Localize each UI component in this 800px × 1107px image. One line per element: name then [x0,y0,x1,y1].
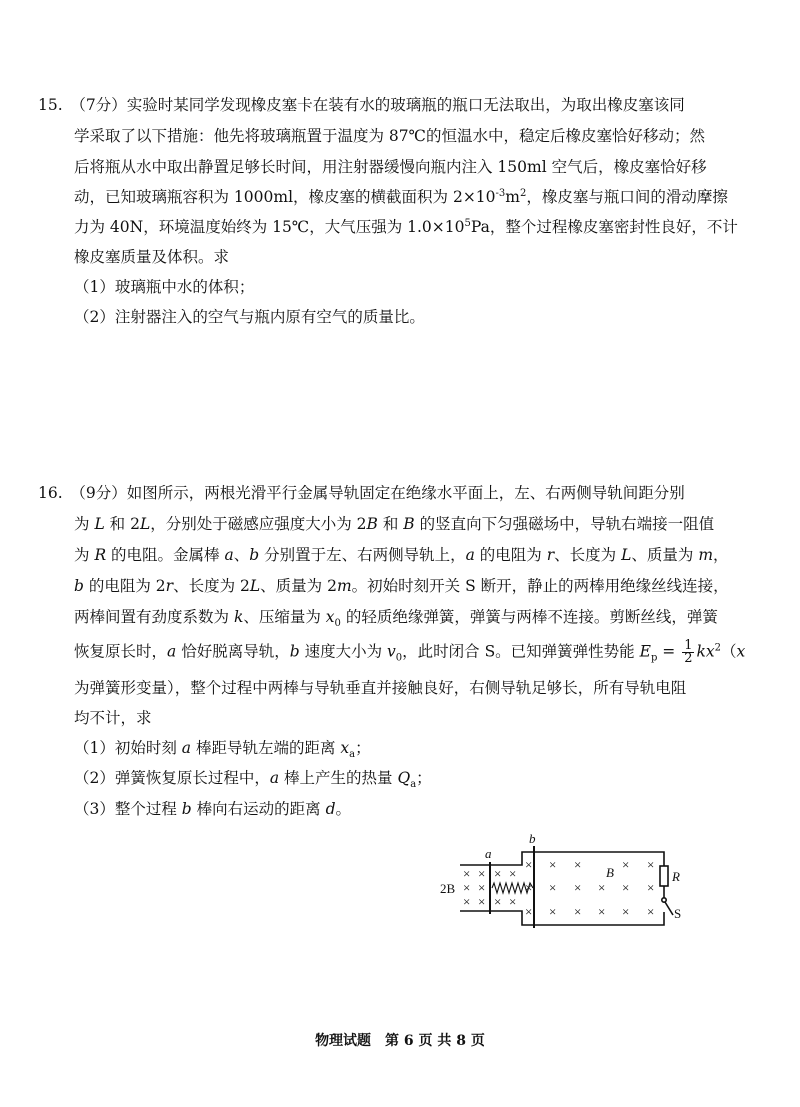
text-segment: 、长度为 2 [173,577,250,595]
text-segment: E [639,642,651,661]
field-cross-mark: × [463,880,471,895]
field-cross-mark: × [574,904,582,919]
label-S: S [674,906,682,921]
text-segment: b [289,642,300,661]
field-cross-mark: × [525,904,533,919]
text-segment: m [698,546,714,564]
page-footer: 物理试题 第 6 页 共 8 页 [315,1033,485,1049]
text-segment: L [139,515,151,533]
text-segment: 橡皮塞质量及体积。求 [74,248,230,266]
text-segment: 动，已知玻璃瓶容积为 1000ml，橡皮塞的横截面积为 2×10 [74,188,496,206]
text-segment: Q [397,769,411,787]
text-segment: 5 [464,217,471,229]
text-segment: 、长度为 [554,546,622,564]
text-segment: r [165,577,174,595]
field-cross-mark: × [525,880,533,895]
text-segment: L [249,577,261,595]
field-cross-mark: × [494,894,502,909]
label-b: b [529,831,536,846]
text-segment: x [325,608,335,626]
text-segment: 两棒间置有劲度系数为 [74,608,234,626]
text-segment: ； [416,769,432,787]
text-segment: v [387,642,396,661]
field-cross-mark: × [647,880,655,895]
text-segment: = [657,642,681,661]
text-segment: 2 [714,642,721,654]
text-segment: 的竖直向下匀强磁场中，导轨右端接一阻值 [414,515,715,533]
text-segment: 2 [519,187,527,199]
field-cross-mark: × [622,857,630,872]
text-segment: （3）整个过程 [74,800,182,818]
field-cross-mark: × [478,880,486,895]
label-R: R [672,869,680,884]
text-segment: （2）弹簧恢复原长过程中， [74,769,270,787]
text-segment: ，橡皮塞与瓶口间的滑动摩擦 [526,188,728,206]
text-segment: 均不计，求 [74,709,152,727]
text-segment: 为 [74,546,95,564]
text-segment: B [366,515,378,533]
text-segment: k [233,608,244,626]
text-segment: a [167,642,177,661]
field-cross-mark: × [574,857,582,872]
text-segment: 、质量为 2 [260,577,337,595]
text-segment: 恢复原长时， [74,642,168,661]
text-segment: 为弹簧形变量），整个过程中两棒与导轨垂直并接触良好，右侧导轨足够长，所有导轨电阻 [74,679,687,697]
field-cross-mark: × [463,894,471,909]
label-B: B [606,865,614,880]
text-segment: 、质量为 [631,546,699,564]
field-cross-mark: × [478,866,486,881]
text-segment: 棒距导轨左端的距离 [191,739,341,757]
resistor-R [660,866,668,886]
text-segment: a [224,546,234,564]
text-segment: 为 [74,515,95,533]
text-segment: B [403,515,415,533]
text-segment: 力为 40N，环境温度始终为 15℃，大气压强为 1.0×10 [74,218,465,236]
text-segment: ， [713,546,729,564]
text-segment: 。 [335,800,352,818]
text-segment: 和 [377,515,404,533]
text-segment: （1）初始时刻 [74,739,182,757]
text-segment: a [349,749,356,761]
field-cross-mark: × [494,866,502,881]
text-segment: 。初始时刻开关 S 断开，静止的两棒用绝缘丝线连接， [351,577,729,595]
field-cross-mark: × [647,857,655,872]
field-cross-mark: × [509,894,517,909]
text-segment: R [94,546,107,564]
magnetic-field-crosses [463,857,654,919]
text-segment: d [325,800,336,818]
text-segment: 0 [334,618,341,630]
text-segment: Pa，整个过程橡皮塞密封性良好，不计 [470,218,738,236]
text-segment: 16. （9分）如图所示，两根光滑平行金属导轨固定在绝缘水平面上，左、右两侧导轨间距分别 [38,484,685,502]
text-segment: x [340,739,350,757]
text-segment: ，此时闭合 S。已知弹簧弹性势能 [402,642,640,661]
text-segment: m [505,188,520,206]
field-cross-mark: × [478,894,486,909]
text-segment: 速度大小为 [299,642,387,661]
text-segment: 的轻质绝缘弹簧，弹簧与两棒不连接。剪断丝线，弹簧 [340,608,718,626]
text-segment: a [465,546,475,564]
field-cross-mark: × [622,880,630,895]
text-segment: （1）玻璃瓶中水的体积； [74,278,255,296]
field-cross-mark: × [598,880,606,895]
text-segment: x [736,642,746,661]
text-segment: 的电阻。金属棒 [106,546,225,564]
field-cross-mark: × [525,857,533,872]
field-cross-mark: × [647,904,655,919]
switch-S-blade [665,902,673,915]
text-segment: 分别置于左、右两侧导轨上， [259,546,466,564]
text-segment: 、 [233,546,250,564]
text-segment: 棒上产生的热量 [279,769,398,787]
text-segment: ，分别处于磁感应强度大小为 2 [150,515,367,533]
text-segment: b [74,577,84,595]
field-cross-mark: × [509,866,517,881]
text-segment: ； [355,739,371,757]
label-a: a [485,846,492,861]
text-segment: -3 [495,187,506,199]
field-cross-mark: × [463,866,471,881]
text-segment: 学采取了以下措施：他先将玻璃瓶置于温度为 87℃的恒温水中，稳定后橡皮塞恰好移动；然 [74,127,705,145]
field-cross-mark: × [549,904,557,919]
text-segment: L [621,546,632,564]
field-cross-mark: × [549,880,557,895]
text-segment: （ [721,642,737,661]
text-segment: a [410,779,417,791]
field-cross-mark: × [574,880,582,895]
text-segment: kx [696,642,715,661]
text-segment: 15. （7分）实验时某同学发现橡皮塞卡在装有水的玻璃瓶的瓶口无法取出，为取出橡皮塞该同 [38,96,685,114]
switch-S-pivot [662,898,666,902]
text-segment: 后将瓶从水中取出静置足够长时间，用注射器缓慢向瓶内注入 150ml 空气后，橡皮塞恰好移 [74,158,707,176]
text-segment: a [269,769,280,787]
text-segment: m [336,577,352,595]
text-segment: b [249,546,260,564]
text-segment: 、压缩量为 [243,608,326,626]
text-segment: 0 [395,652,403,664]
text-segment: 的电阻为 [474,546,547,564]
text-segment: b [181,800,192,818]
text-segment: a [181,739,192,757]
text-segment: 恰好脱离导轨， [176,642,290,661]
text-segment: r [546,546,555,564]
field-cross-mark: × [598,904,606,919]
text-segment: 和 2 [104,515,140,533]
text-segment: L [94,515,105,533]
text-segment: 的电阻为 2 [83,577,166,595]
text-segment: （2）注射器注入的空气与瓶内原有空气的质量比。 [74,308,425,326]
field-cross-mark: × [622,904,630,919]
text-segment: 棒向右运动的距离 [191,800,326,818]
label-2B: 2B [440,881,456,896]
field-cross-mark: × [549,857,557,872]
text-segment: $\frac{1}{2}$ [684,638,693,666]
text-segment: p [650,652,658,664]
